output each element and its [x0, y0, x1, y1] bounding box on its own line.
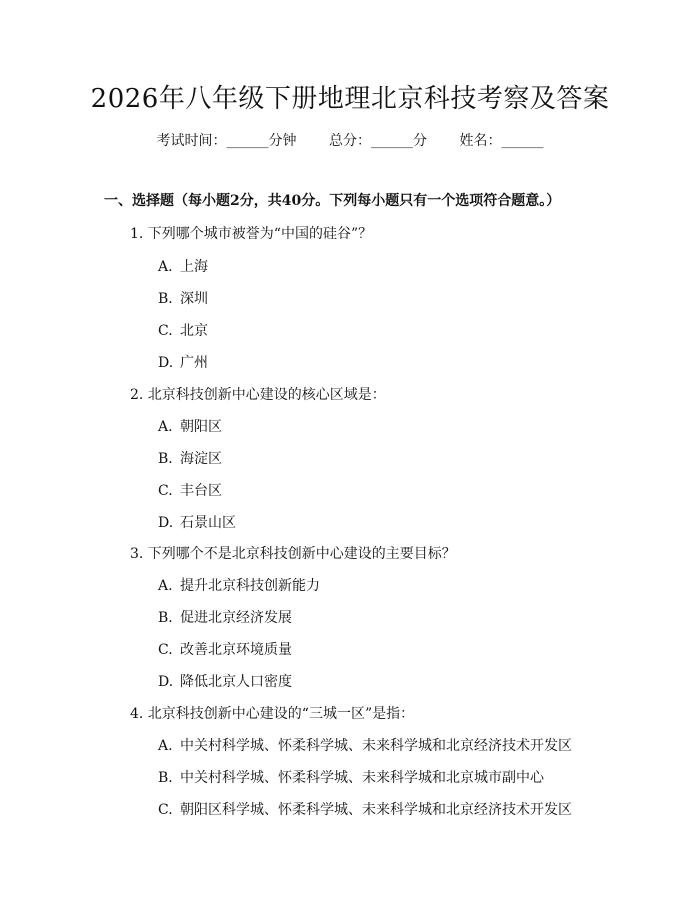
question-stem: 2. 北京科技创新中心建设的核心区域是： — [130, 387, 386, 403]
option-text: 广州 — [180, 355, 208, 371]
total-score-field: 总分：______分 — [329, 133, 427, 149]
option-letter: D. — [158, 355, 174, 371]
option-item — [158, 799, 572, 819]
option-letter: A. — [158, 259, 173, 275]
option-item — [158, 671, 292, 691]
option-letter: B. — [158, 451, 173, 467]
page-title: 2026年八年级下册地理北京科技考察及答案 — [90, 84, 610, 114]
question-stem: 1. 下列哪个城市被誉为“中国的硅谷”？ — [130, 226, 373, 242]
exam-info — [0, 130, 700, 150]
option-text: 中关村科学城、怀柔科学城、未来科学城和北京城市副中心 — [180, 770, 544, 786]
option-item — [158, 288, 208, 308]
option-text: 北京 — [180, 323, 208, 339]
option-item — [158, 480, 222, 500]
student-name-field: 姓名：______ — [459, 133, 544, 149]
option-text: 上海 — [180, 259, 208, 275]
section-heading: 一、选择题（每小题2分，共40分。下列每小题只有一个选项符合题意。） — [104, 193, 561, 209]
option-item — [158, 767, 544, 787]
option-text: 降低北京人口密度 — [180, 674, 292, 690]
option-letter: B. — [158, 610, 173, 626]
option-item — [158, 575, 320, 595]
option-text: 朝阳区科学城、怀柔科学城、未来科学城和北京经济技术开发区 — [180, 802, 572, 818]
exam-time-field: 考试时间：______分钟 — [156, 133, 297, 149]
option-letter: B. — [158, 291, 173, 307]
option-text: 提升北京科技创新能力 — [180, 578, 320, 594]
option-item — [158, 448, 222, 468]
option-letter: D. — [158, 674, 174, 690]
option-text: 石景山区 — [180, 515, 236, 531]
option-letter: B. — [158, 770, 173, 786]
option-letter: A. — [158, 419, 173, 435]
option-letter: D. — [158, 515, 174, 531]
option-item — [158, 320, 208, 340]
option-letter: A. — [158, 578, 173, 594]
option-item — [158, 639, 292, 659]
option-text: 朝阳区 — [180, 419, 222, 435]
option-item — [158, 607, 292, 627]
option-text: 海淀区 — [180, 451, 222, 467]
option-letter: C. — [158, 483, 173, 499]
question-stem: 3. 下列哪个不是北京科技创新中心建设的主要目标？ — [130, 546, 456, 562]
option-item — [158, 416, 222, 436]
option-item — [158, 512, 236, 532]
option-item — [158, 256, 208, 276]
option-text: 改善北京环境质量 — [180, 642, 292, 658]
option-text: 中关村科学城、怀柔科学城、未来科学城和北京经济技术开发区 — [180, 738, 572, 754]
option-text: 促进北京经济发展 — [180, 610, 292, 626]
option-letter: C. — [158, 802, 173, 818]
question-stem: 4. 北京科技创新中心建设的“三城一区”是指： — [130, 706, 415, 722]
option-item — [158, 352, 208, 372]
option-text: 丰台区 — [180, 483, 222, 499]
option-letter: A. — [158, 738, 173, 754]
option-item — [158, 735, 572, 755]
option-text: 深圳 — [180, 291, 208, 307]
option-letter: C. — [158, 323, 173, 339]
option-letter: C. — [158, 642, 173, 658]
